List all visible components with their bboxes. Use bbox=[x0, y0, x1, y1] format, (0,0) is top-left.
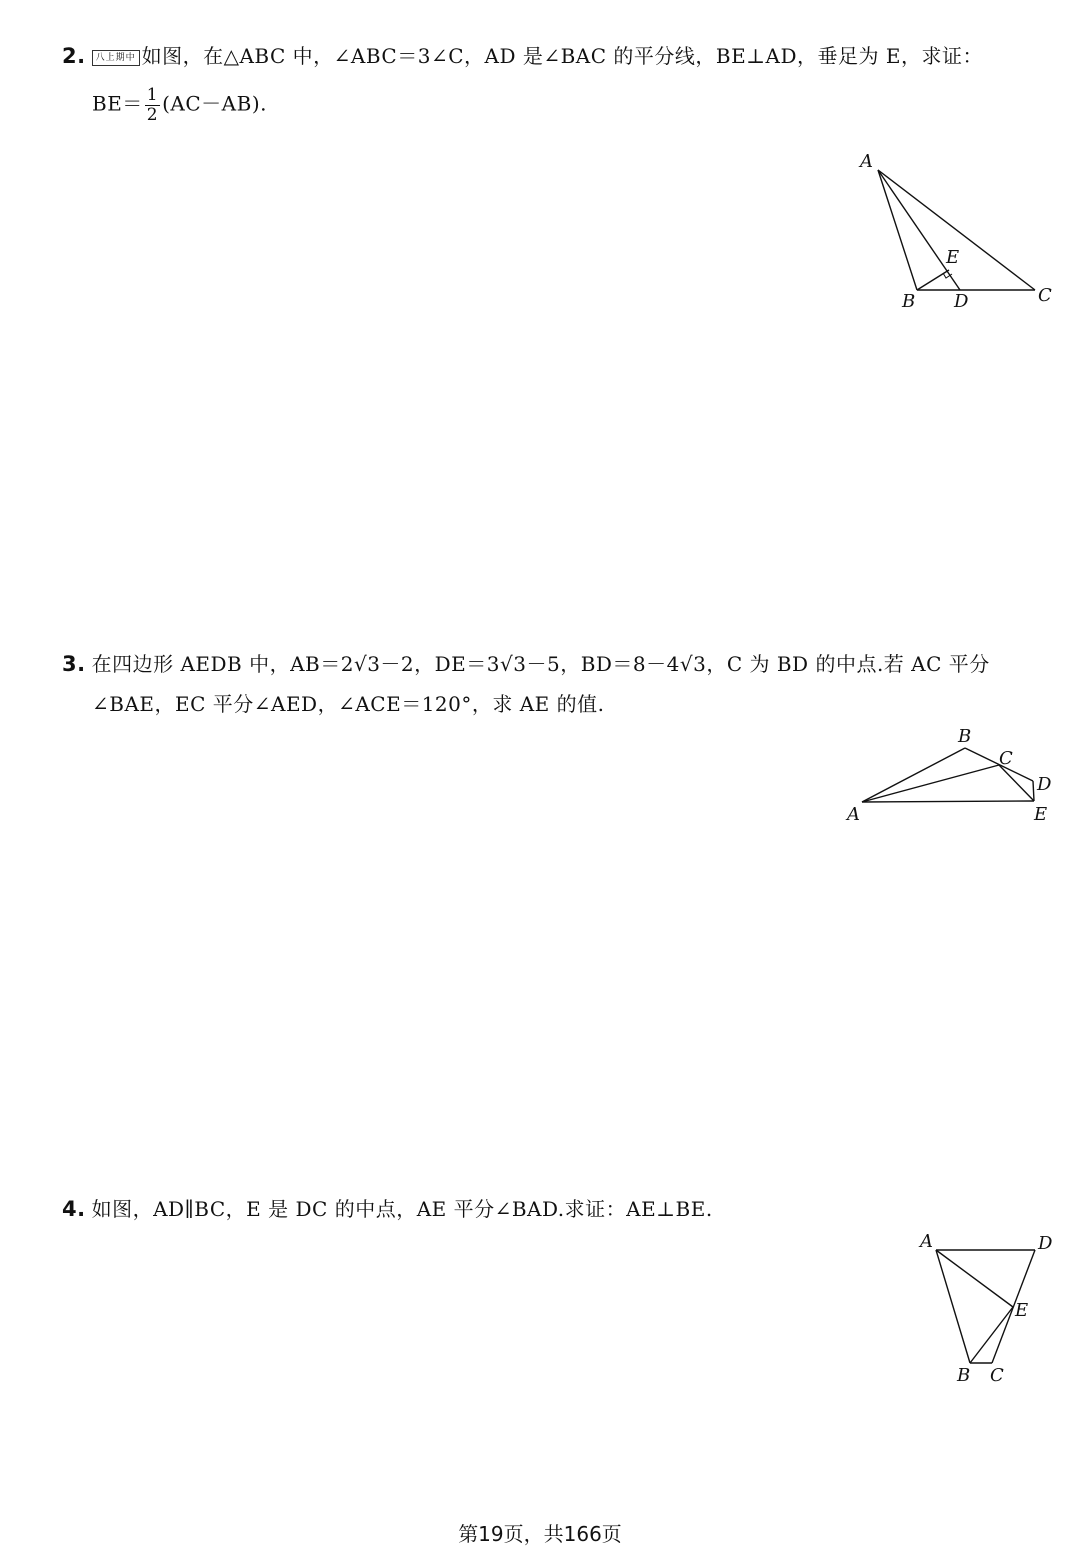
label-d: D bbox=[954, 291, 969, 312]
fraction-denominator: 2 bbox=[146, 104, 159, 125]
label-e: E bbox=[946, 247, 960, 268]
source-tag: 八上期中 bbox=[92, 50, 140, 66]
formula-suffix: (AC－AB). bbox=[162, 91, 267, 116]
label-c: C bbox=[999, 748, 1013, 769]
problem-4-figure bbox=[910, 1225, 1070, 1399]
label-c: C bbox=[990, 1365, 1004, 1386]
segment-dc bbox=[992, 1250, 1035, 1363]
fraction bbox=[145, 86, 160, 124]
problem-number: 2. bbox=[62, 44, 86, 68]
segment-ce bbox=[999, 765, 1034, 801]
segment-ae bbox=[936, 1250, 1013, 1307]
problem-4-line-1 bbox=[62, 1193, 713, 1222]
problem-text: ∠BAE，EC 平分∠AED，∠ACE＝120°，求 AE 的值. bbox=[92, 692, 605, 716]
label-e: E bbox=[1034, 804, 1048, 825]
label-d: D bbox=[1038, 1233, 1053, 1254]
label-a: A bbox=[860, 151, 873, 172]
segment-be bbox=[970, 1307, 1013, 1363]
problem-text: 如图，AD∥BC，E 是 DC 的中点，AE 平分∠BAD.求证：AE⊥BE. bbox=[91, 1197, 713, 1221]
label-b: B bbox=[958, 726, 972, 747]
problem-3-line-2 bbox=[92, 688, 605, 717]
page-footer: 第19页，共166页 bbox=[458, 1522, 622, 1546]
segment-ac bbox=[862, 765, 999, 802]
label-d: D bbox=[1037, 774, 1052, 795]
segment-ad bbox=[878, 170, 960, 290]
segment-ae bbox=[862, 801, 1034, 802]
problem-2-line-2 bbox=[92, 86, 267, 124]
fraction-numerator: 1 bbox=[146, 85, 159, 105]
label-b: B bbox=[957, 1365, 971, 1386]
segment-be bbox=[917, 270, 949, 290]
problem-2-figure bbox=[840, 145, 1070, 324]
label-c: C bbox=[1038, 285, 1052, 306]
segment-ab bbox=[878, 170, 917, 290]
label-a: A bbox=[847, 804, 860, 825]
problem-2-line-1 bbox=[62, 40, 983, 69]
segment-de bbox=[1033, 781, 1034, 801]
problem-3-figure bbox=[840, 720, 1065, 834]
formula-prefix: BE＝ bbox=[92, 91, 143, 116]
segment-ab bbox=[936, 1250, 970, 1363]
problem-3-line-1 bbox=[62, 648, 990, 677]
label-b: B bbox=[902, 291, 916, 312]
problem-number: 3. bbox=[62, 652, 86, 676]
problem-text: 在四边形 AEDB 中，AB＝2√3－2，DE＝3√3－5，BD＝8－4√3，C 为 BD 的中点.若 AC 平分 bbox=[91, 652, 990, 676]
segment-ac bbox=[878, 170, 1035, 290]
label-a: A bbox=[920, 1231, 933, 1252]
segment-ab bbox=[862, 748, 965, 802]
label-e: E bbox=[1015, 1300, 1029, 1321]
problem-number: 4. bbox=[62, 1197, 86, 1221]
problem-text: 如图，在△ABC 中，∠ABC＝3∠C，AD 是∠BAC 的平分线，BE⊥AD，垂足为 E，求证： bbox=[141, 44, 983, 68]
